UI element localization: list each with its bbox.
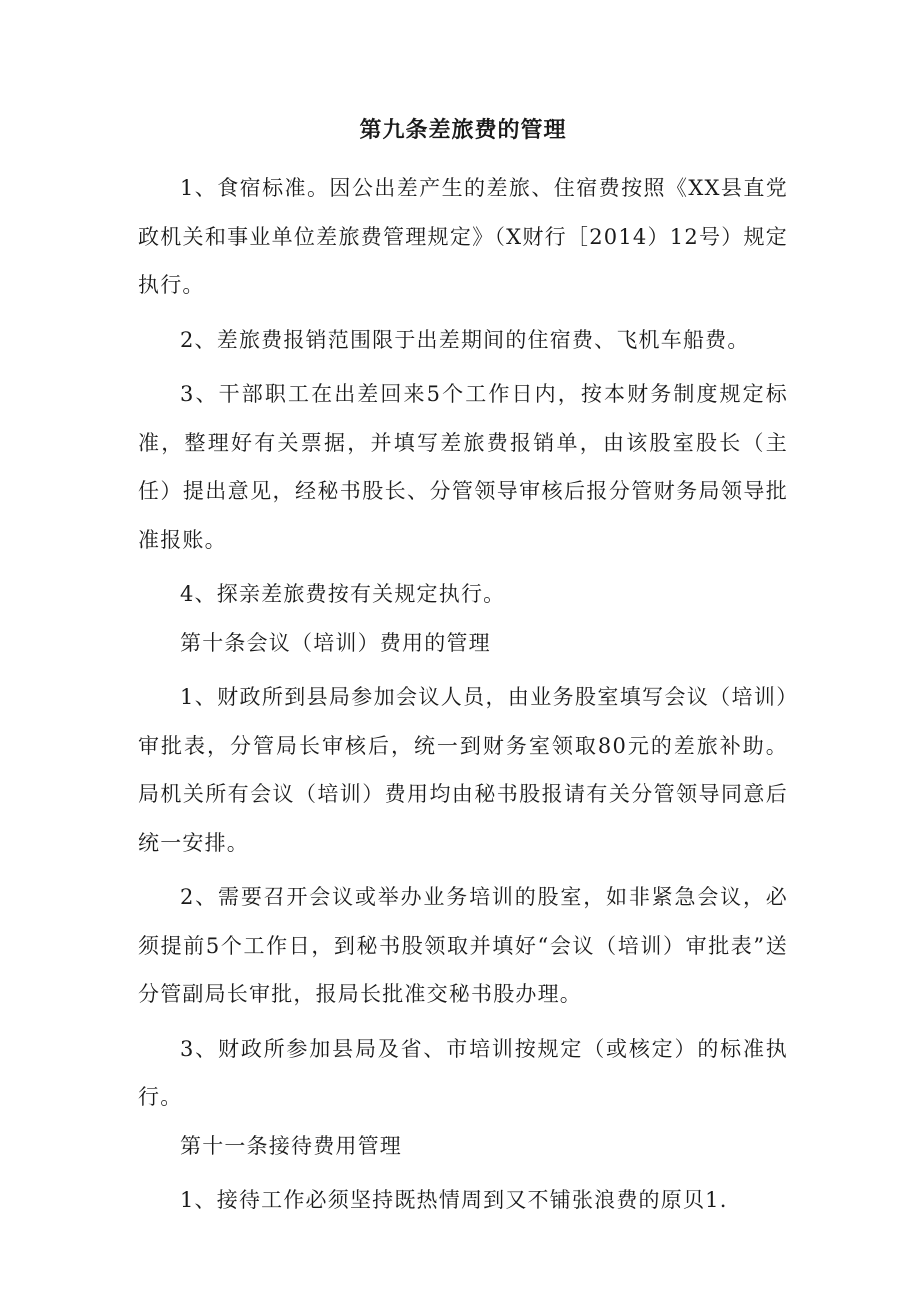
section10-paragraph-1: 1、财政所到县局参加会议人员，由业务股室填写会议（培训）审批表，分管局长审核后，统一到财务室领取80元的差旅补助。局机关所有会议（培训）费用均由秘书股报请有关分管领导同意后统一安排。 <box>138 685 788 855</box>
section11-paragraph-1: 1、接待工作必须坚持既热情周到又不铺张浪费的原贝1. <box>180 1188 728 1212</box>
section9-paragraph-1: 1、食宿标准。因公出差产生的差旅、住宿费按照《XX县直党政机关和事业单位差旅费管理规定》（X财行［2014）12号）规定执行。 <box>138 176 788 297</box>
section11-heading: 第十一条接待费用管理 <box>180 1133 402 1158</box>
section10-paragraph-3: 3、财政所参加县局及省、市培训按规定（或核定）的标准执行。 <box>138 1036 788 1109</box>
section10-paragraph-2: 2、需要召开会议或举办业务培训的股室，如非紧急会议，必须提前5个工作日，到秘书股领取并填好“会议（培训）审批表”送分管副局长审批，报局长批准交秘书股办理。 <box>138 885 788 1006</box>
document-body <box>138 118 788 1225</box>
section9-paragraph-3: 3、干部职工在出差回来5个工作日内，按本财务制度规定标准，整理好有关票据，并填写差旅费报销单，由该股室股长（主任）提出意见，经秘书股长、分管领导审核后报分管财务局领导批准报账。 <box>138 382 788 552</box>
section9-paragraph-2: 2、差旅费报销范围限于出差期间的住宿费、飞机车船费。 <box>180 327 750 352</box>
section10-heading: 第十条会议（培训）费用的管理 <box>180 630 491 655</box>
section-title: 第九条差旅费的管理 <box>359 118 567 143</box>
section9-paragraph-4: 4、探亲差旅费按有关规定执行。 <box>180 582 506 606</box>
